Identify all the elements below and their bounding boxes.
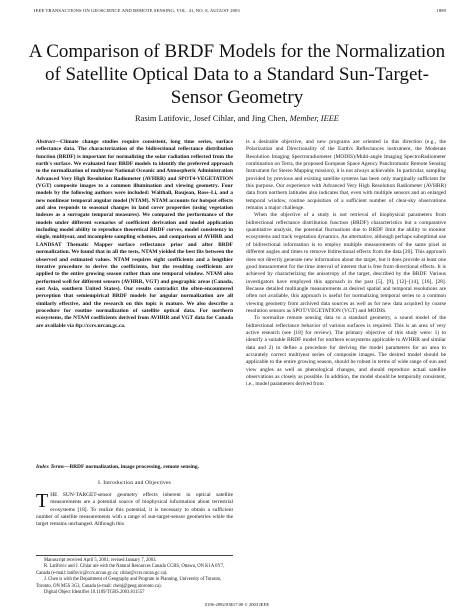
journal-name: IEEE TRANSACTIONS ON GEOSCIENCE AND REMOTE SENSING, VOL. 41, NO. 8, AUGUST 2003	[34, 8, 240, 13]
index-terms-label: Index Terms—	[36, 464, 70, 470]
footnote-affiliation-2: J. Chen is with the Department of Geography and Program in Planning, University of Toronto, Toronto, ON M5S 3G3, Canada (e-mail: chenj@geog.utoronto.ca).	[36, 577, 222, 589]
abstract-text: Climate change studies require consistent, long time series, surface reflectance data. The characterization of the bidirectional reflectance distribution function (BRDF) is important for normalizing the solar radiation reflected from the earth's surface. We evaluated four BRDF models to identify the preferred approach to the normalization of multiyear National Oceanic and Atmospheric Administration Advanced Very High Resolution Radiometer (AVHRR) and SPOT4-VEGETATION (VGT) composite images to a common illumination and viewing geometry. Four models by the following authors were included: Walthall, Roujean, Ross–Li, and a new nonlinear temporal angular model (NTAM). NTAM accounts for hotspot effects and also responds to seasonal changes in land cover properties (using vegetation indexes as a surrogate temporal measures). We compared the performance of the models under different scenarios of coefficient derivation and model application including model ability to reproduce theoretical BRDF curves, model consistency in single, multiyear, and incomplete sampling schemes, and comparison of AVHRR and LANDSAT Thematic Mapper surface reflectance prior and after BRDF normalization. We found that in all the tests, NTAM yielded the best fits between the observed and estimated values. NTAM requires eight coefficients and a lengthier iterative procedure to derive the coefficients, but the resulting coefficients are applied to the entire growing season rather than one temporal window. NTAM also performed well for different sensors (AVHRR, VGT) and geographic areas (Canada, east Asia, southern United States). Our results contradict the often-encountered perception that semiempirical BRDF models for angular normalization are all similarly effective, and the research on this topic is mature. We also describe a procedure for routine normalization of satellite optical data. For northern ecosystems, the NTAM coefficients derived from AVHRR and VGT data for Canada are available via ftp://ccrs.nrcan.gc.ca.	[36, 139, 233, 329]
body-paragraph-1: is a desirable objective, and new programs are oriented in this direction (e.g., the Polarization and Directionality of the Earth's Reflectances instrument, the Moderate Resolution Imaging Spectroradiometer (MODIS)/Multi-angle Imaging SpectroRadiometer combination on Terra, the proposed European Space Agency Panchromatic Remote Sensing Instrument for Stereo Mapping mission), it is not always achievable. In particular, sampling provided by previous and existing satellite systems has been only marginally sufficient for this purpose. Our experience with Advanced Very High Resolution Radiometer (AVHRR) data from northern latitudes also indicates that, even with multiple sensors and an enlarged temporal window, routine acquisition of a sufficient number of clear-sky observations remains a major challenge.	[246, 139, 446, 212]
index-terms-text: BRDF normalization, image processing, remote sensing.	[69, 464, 199, 470]
footnote-affiliation-1: R. Latifovic and J. Cihlar are with the Natural Resources Canada CCRS, Ottawa, ON K1A 0Y7, Canada (e-mail: latifovic@ccrs.nrcan.gc.ca; cihlar@ccrs.nrcan.gc.ca).	[36, 564, 225, 576]
abstract-label: Abstract—	[36, 139, 61, 145]
right-column-body	[246, 139, 446, 389]
section-heading: I. Introduction and Objectives	[97, 480, 172, 486]
footnote-received: Manuscript received April 5, 2001; revised January 7, 2003.	[44, 558, 157, 563]
author-line	[0, 114, 474, 123]
index-terms	[36, 464, 233, 471]
intro-paragraph	[36, 492, 233, 529]
author-names: Rasim Latifovic, Josef Cihlar, and Jing Chen,	[135, 114, 288, 123]
body-paragraph-3: To normalize remote sensing data to a standard geometry, a sound model of the bidirectional reflectance behavior of various surfaces is required. This is an area of very active research (see [18] for review). The primary objective of this study were: 1) to identify a suitable BRDF model for northern ecosystems applicable to AVHRR and similar data and 2) to define a procedure for deriving the model parameters for an area to accurately correct multiyear series of composite images. The desired model should be applicable to the entire growing season, should be robust in terms of wide range of sun and view angles as well as phenological changes, and should reproduce actual satellite observations as closely as possible. In addition, the model should be temporally consistent, i.e., model parameters derived from	[246, 315, 446, 388]
page-number: 1889	[436, 8, 446, 13]
author-membership: Member, IEEE	[287, 114, 339, 123]
paper-title: A Comparison of BRDF Models for the Normalization of Satellite Optical Data to a Standard Sun-Target-Sensor Geometry	[28, 41, 446, 108]
drop-cap: T	[36, 490, 49, 512]
running-header	[34, 8, 446, 13]
abstract	[36, 139, 233, 330]
footnote-rule	[36, 555, 233, 556]
intro-text: HE SUN-TARGET-sensor geometry effects inherent in optical satellite measurements are a potential source of biophysical information about terrestrial ecosystems [18]. To realize this potential, it is necessary to obtain a sufficient number of satellite measurements with a range of sun-target-sensor geometries while the target remains unchanged. Although this	[36, 492, 233, 528]
copyright-footer: 0196-2892/03$17.00 © 2003 IEEE	[204, 602, 270, 607]
body-paragraph-2: When the objective of a study is not retrieval of biophysical parameters from bidirectional reflectance distribution function (BRDF) characteristics but a comparative quantitative analysis, the potential fluctuations due to BRDF limit the ability to monitor ecosystems and track vegetation dynamics. An alternative, although perhaps suboptimal use of bidirectional information is to employ multiple measurements of the same pixel at different angles and times to remove bidirectional effects from the data [20]. This approach does not directly generate new information about the target, but it does provide at least one good measurement for the time interval of interest that is free from directional effects. It is achieved by characterizing the anisotropy of the target, described by the BRDF. Various investigators have employed this approach in the past [5], [9], [12]–[14], [16], [28]. Because detailed multiangle measurements at desired spatial and temporal resolutions are often not available, this approach is useful for normalizing temporal series to a common viewing geometry from archived data sources as well as for new data acquired by coarse resolution sensors as SPOT/VEGETATION (VGT) and MODIS.	[246, 212, 446, 314]
footnotes	[36, 558, 233, 596]
footnote-doi: Digital Object Identifier 10.1109/TGRS.2003.811557	[44, 590, 145, 596]
